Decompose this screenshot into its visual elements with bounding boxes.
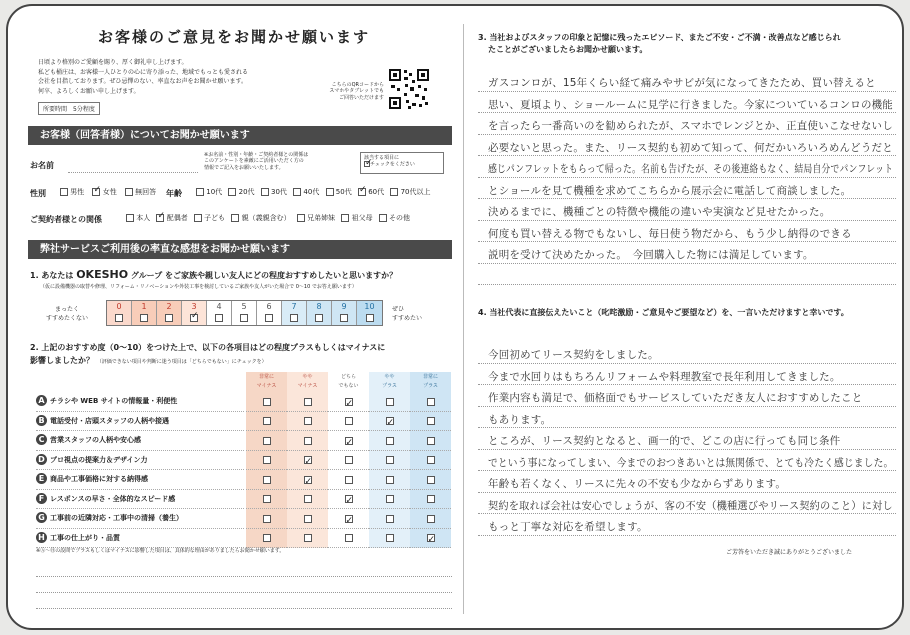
scale-number: 0: [116, 302, 122, 311]
checkbox[interactable]: [340, 314, 348, 322]
age-option-60s[interactable]: ✓ 60代: [358, 188, 384, 196]
q2-cell[interactable]: [369, 412, 410, 432]
checkbox[interactable]: [304, 495, 312, 503]
checkbox[interactable]: [427, 417, 435, 425]
handwritten-line: 説明を受けて決めたかった。 今回購入した物には満足しています。: [488, 249, 814, 261]
scale-number: 8: [316, 302, 322, 311]
checkbox[interactable]: [326, 188, 334, 196]
q2-cell[interactable]: [369, 392, 410, 412]
age-option-10s[interactable]: 10代: [196, 188, 222, 196]
q2-cell[interactable]: [328, 490, 369, 510]
q2-title: 2. 上記のおすすめ度（0～10）をつけた上で、以下の各項目はどの程度プラスもしくはマイナスに 影響しましたか？ （評価できない項目や判断に迷う項目は「どちらでもない」にチェックを）: [30, 343, 386, 365]
q2-cell[interactable]: [410, 529, 451, 549]
age-option-40s[interactable]: 40代: [293, 188, 319, 196]
handwritten-line: を言ったら一番高いのを勧められたが、スマホでレンジとか、正直使いこなせないし: [488, 120, 893, 132]
name-note: ※お名前・性別・年齢・ご契約者様との関係は このアンケートを素敵にご活用いただく方の 情報でご記入をお願いいたします。: [204, 152, 309, 171]
checkbox[interactable]: [156, 214, 164, 222]
q2-cell[interactable]: [287, 529, 328, 549]
q2-row-label: F レスポンスの早さ・全体的なスピード感: [36, 490, 244, 510]
letter-badge: F: [36, 493, 47, 504]
scale-number: 10: [364, 302, 375, 311]
handwritten-line: 今回初めてリース契約をしました。: [488, 349, 659, 361]
checkbox[interactable]: [304, 398, 312, 406]
q2-cell[interactable]: [369, 490, 410, 510]
relation-option-self[interactable]: 本人: [126, 214, 150, 222]
scale-option-4[interactable]: [207, 301, 232, 325]
scale-number: 1: [141, 302, 147, 311]
answer-line: [478, 492, 896, 493]
q3-title: 3. 当社およびスタッフの印象と記憶に残ったエピソード、またご不安・ご不満・改善点など感じられ たことがございましたらお聞かせ願います。: [478, 33, 841, 54]
q2-cell[interactable]: [287, 451, 328, 471]
relation-option-spouse[interactable]: ✓ 配偶者: [156, 214, 187, 222]
letter-badge: D: [36, 454, 47, 465]
q1-scale: [106, 300, 383, 326]
checkbox[interactable]: [427, 534, 435, 542]
page-title: お客様のご意見をお聞かせ願います: [98, 28, 371, 46]
answer-line: [478, 177, 896, 178]
checkbox[interactable]: [386, 534, 394, 542]
answer-line: [478, 241, 896, 242]
checkbox[interactable]: [263, 437, 271, 445]
q2-cell[interactable]: [369, 509, 410, 529]
q2-cell[interactable]: [410, 412, 451, 432]
checkbox[interactable]: [386, 495, 394, 503]
q2-row-label: C 営業スタッフの人柄や安心感: [36, 431, 244, 451]
scale-number: 6: [266, 302, 272, 311]
checkbox[interactable]: [297, 214, 305, 222]
q2-cell[interactable]: [287, 412, 328, 432]
scale-option-2[interactable]: [157, 301, 182, 325]
q2-cell[interactable]: [369, 451, 410, 471]
age-label: 年齢: [166, 189, 182, 198]
gender-option-female[interactable]: ✓ 女性: [92, 188, 116, 196]
checkbox[interactable]: [345, 495, 353, 503]
checkbox[interactable]: [231, 214, 239, 222]
scale-number: 9: [341, 302, 347, 311]
answer-line: [478, 363, 896, 364]
q2-cell[interactable]: [287, 431, 328, 451]
q2-cell[interactable]: [328, 412, 369, 432]
q2-cell[interactable]: [410, 470, 451, 490]
answer-line: [478, 91, 896, 92]
intro-text: 日頃より格別のご愛顧を賜り、厚く御礼申し上げます。 私ども桶庄は、お客様一人ひとりの心に寄り添った、地域でもっとも愛される 会社を目指しております。ぜひ忌憚のない、率直なお声をお聞かせ願います。 何卒、よろしくお願い申し上げます。: [38, 59, 249, 95]
name-label: お名前: [30, 161, 54, 170]
checkbox[interactable]: [386, 398, 394, 406]
checkbox[interactable]: [263, 534, 271, 542]
q2-cell[interactable]: [246, 392, 287, 412]
handwritten-line: もっと丁寧な対応を希望します。: [488, 521, 648, 533]
relation-option-other[interactable]: その他: [379, 214, 410, 222]
handwritten-line: 今まで水回りはもちろんリフォームや料理教室で長年利用してきました。: [488, 370, 841, 383]
q2-column-header: 非常に マイナス: [246, 372, 287, 392]
checkbox[interactable]: [345, 398, 353, 406]
checkbox[interactable]: [263, 476, 271, 484]
checkbox[interactable]: [304, 417, 312, 425]
q2-cell[interactable]: [246, 470, 287, 490]
scale-option-5[interactable]: [232, 301, 257, 325]
checkbox[interactable]: [304, 437, 312, 445]
checkbox[interactable]: [304, 476, 312, 484]
relation-options: [126, 213, 410, 223]
q1-title: 1. あなたは OKESHO グループ をご家族や親しい友人にどの程度おすすめしたいと思いますか？: [30, 268, 398, 281]
checkbox[interactable]: [427, 398, 435, 406]
scale-option-6[interactable]: [257, 301, 282, 325]
q2-cell[interactable]: [369, 529, 410, 549]
handwritten-line: ところが、リース契約となると、画一的で、どこの店に行っても同じ条件: [488, 435, 841, 447]
scale-option-9[interactable]: [332, 301, 357, 325]
handwritten-line: 感じパンフレットをもらって帰った。名前も告げたが、その後連絡もなく、結局自分でパンフレット: [488, 163, 894, 175]
q2-cell[interactable]: [246, 451, 287, 471]
checkbox[interactable]: [358, 188, 366, 196]
q2-row-c: [36, 431, 454, 451]
scale-number: 3: [191, 302, 197, 311]
age-options: [196, 187, 431, 197]
q1-note: （仮に設備機器の取替や修理、リフォーム・リノベーションや外装工事を検討しているご家族や友人がいた場合で 0～10 でお答え願います）: [40, 284, 357, 290]
checkbox[interactable]: [228, 188, 236, 196]
handwritten-line: 作業内容も満足で、価格面でもサービスしていただき友人におすすめしたこと: [488, 392, 863, 404]
q2-reason-lines[interactable]: [36, 576, 452, 622]
checkbox[interactable]: [240, 314, 248, 322]
relation-option-parent[interactable]: 親（義親含む）: [231, 214, 290, 222]
checkbox[interactable]: [379, 214, 387, 222]
consent-checkbox[interactable]: [364, 161, 370, 167]
letter-badge: A: [36, 395, 47, 406]
checkbox[interactable]: [386, 456, 394, 464]
checkbox[interactable]: [140, 314, 148, 322]
checkbox[interactable]: [293, 188, 301, 196]
scale-option-3[interactable]: [182, 301, 207, 325]
gender-option-male[interactable]: 男性: [60, 188, 84, 196]
q2-row-label: A チラシや WEB サイトの情報量・利便性: [36, 392, 244, 412]
q2-cell[interactable]: [246, 412, 287, 432]
relation-option-grandparent[interactable]: 祖父母: [341, 214, 372, 222]
age-option-20s[interactable]: 20代: [228, 188, 254, 196]
qr-code-icon[interactable]: [388, 68, 430, 110]
scale-number: 4: [216, 302, 222, 311]
q2-cell[interactable]: [410, 392, 451, 412]
checkbox[interactable]: [126, 214, 134, 222]
checkbox[interactable]: [427, 495, 435, 503]
q2-column-header: やや プラス: [369, 372, 410, 392]
q2-row-label: G 工事前の近隣対応・工事中の清掃（養生）: [36, 509, 244, 529]
q2-cell[interactable]: [410, 509, 451, 529]
handwritten-line: 年齢も若くなく、リースに先々の不安も少なからずあります。: [488, 478, 787, 490]
handwritten-line: でという事になってしまい、今までのおつきあいとは無関係で、とても冷たく感じました。: [488, 456, 894, 469]
q2-cell[interactable]: [287, 470, 328, 490]
letter-badge: C: [36, 434, 47, 445]
q2-row-f: [36, 490, 454, 510]
q2-cell[interactable]: [287, 490, 328, 510]
answer-line: [478, 198, 896, 199]
answer-line: [478, 155, 896, 156]
checkbox[interactable]: [345, 437, 353, 445]
age-option-50s[interactable]: 50代: [326, 188, 352, 196]
scale-option-8[interactable]: [307, 301, 332, 325]
letter-badge: B: [36, 415, 47, 426]
checkbox[interactable]: [290, 314, 298, 322]
handwritten-line: ガスコンロが、15年くらい経て痛みやサビが気になってきたため、買い替えると: [488, 77, 876, 89]
checkbox[interactable]: [345, 456, 353, 464]
q2-cell[interactable]: [410, 490, 451, 510]
answer-line: [478, 470, 896, 471]
q2-cell[interactable]: [410, 451, 451, 471]
scale-option-7[interactable]: [282, 301, 307, 325]
checkbox[interactable]: [263, 398, 271, 406]
handwritten-line: 決めるまでに、機種ごとの特徴や機能の違いや実演など見せたかった。: [488, 206, 831, 218]
thanks-text: ご芳答をいただき誠にありがとうございました: [726, 549, 853, 556]
q2-row-label: D プロ視点の提案力＆デザイン力: [36, 451, 244, 471]
checkbox[interactable]: [386, 515, 394, 523]
q2-cell[interactable]: [328, 451, 369, 471]
checkbox[interactable]: [196, 188, 204, 196]
q1-left-label: まったく すすめたくない: [45, 306, 89, 322]
checkbox[interactable]: [390, 188, 398, 196]
q2-grid-header: [36, 372, 454, 392]
checkbox[interactable]: [263, 456, 271, 464]
column-divider: [463, 24, 464, 614]
q2-cell[interactable]: [369, 470, 410, 490]
q2-cell[interactable]: [410, 431, 451, 451]
q2-cell[interactable]: [246, 509, 287, 529]
checkbox[interactable]: [261, 188, 269, 196]
q2-cell[interactable]: [287, 392, 328, 412]
section-impression-header: 弊社サービスご利用後の率直な感想をお聞かせ願います: [28, 240, 452, 259]
scale-number: 7: [291, 302, 297, 311]
q2-row-label: H 工事の仕上がり・品質: [36, 529, 244, 549]
checkbox[interactable]: [165, 314, 173, 322]
answer-line: [478, 449, 896, 450]
answer-line: [478, 427, 896, 428]
checkbox[interactable]: [215, 314, 223, 322]
answer-line: [478, 406, 896, 407]
checkbox[interactable]: [427, 456, 435, 464]
scale-option-1[interactable]: [132, 301, 157, 325]
checkbox[interactable]: [125, 188, 133, 196]
checkbox[interactable]: [265, 314, 273, 322]
checkbox[interactable]: [427, 476, 435, 484]
q1-right-label: ぜひ すすめたい: [392, 306, 423, 322]
answer-line: [478, 513, 896, 514]
relation-option-child[interactable]: 子ども: [194, 214, 225, 222]
q2-cell[interactable]: [328, 509, 369, 529]
q2-row-g: [36, 509, 454, 529]
gender-label: 性別: [30, 189, 46, 198]
checkbox[interactable]: [427, 437, 435, 445]
checkbox[interactable]: [345, 417, 353, 425]
letter-badge: H: [36, 532, 47, 543]
q2-cell[interactable]: [246, 529, 287, 549]
consent-box[interactable]: 該当する項目に ✓チェックをください: [360, 152, 444, 174]
q2-cell[interactable]: [246, 490, 287, 510]
letter-badge: E: [36, 473, 47, 484]
qr-caption: こちらのQRコードから スマホやタブレットでも ご回答いただけます: [329, 82, 384, 101]
q2-row-h: [36, 529, 454, 549]
q2-cell[interactable]: [328, 392, 369, 412]
q2-column-header: 非常に プラス: [410, 372, 451, 392]
survey-sheet: [6, 4, 904, 630]
answer-line: [478, 284, 896, 285]
checkbox[interactable]: [345, 515, 353, 523]
checkbox[interactable]: [386, 417, 394, 425]
q2-row-label: B 電話受付・店頭スタッフの人柄や接遇: [36, 412, 244, 432]
q2-column-header: やや マイナス: [287, 372, 328, 392]
checkbox[interactable]: [366, 314, 374, 322]
q2-rating-grid: [36, 372, 454, 548]
answer-line: [478, 384, 896, 385]
answer-line: [478, 220, 896, 221]
handwritten-line: もあります。: [488, 413, 552, 426]
q2-row-label: E 商品や工事価格に対する納得感: [36, 470, 244, 490]
answer-line: [478, 112, 896, 113]
letter-badge: G: [36, 512, 47, 523]
age-option-30s[interactable]: 30代: [261, 188, 287, 196]
checkbox[interactable]: [386, 476, 394, 484]
checkbox[interactable]: [341, 214, 349, 222]
checkbox[interactable]: [304, 534, 312, 542]
relation-label: ご契約者様との関係: [30, 215, 102, 224]
checkbox[interactable]: [115, 314, 123, 322]
handwritten-line: 必要ないと思った。また、リース契約も初めて知って、何だかいろいろめんどうだと: [488, 141, 893, 154]
q2-row-b: [36, 412, 454, 432]
section-customer-info-header: お客様（回答者様）についてお聞かせ願います: [28, 126, 452, 145]
q2-row-a: [36, 392, 454, 412]
gender-options: [60, 187, 156, 197]
checkbox[interactable]: [386, 437, 394, 445]
q2-row-e: [36, 470, 454, 490]
q2-cell[interactable]: [328, 529, 369, 549]
answer-line: [478, 535, 896, 536]
q2-row-d: [36, 451, 454, 471]
relation-option-sibling[interactable]: 兄弟姉妹: [297, 214, 335, 222]
checkbox[interactable]: [345, 476, 353, 484]
checkbox[interactable]: [194, 214, 202, 222]
bottom-note: ※Ⓐ～Ⓗの設問でプラスもしくはマイナスに影響した項目は、具体的な理由がありましたらお聞かせ願います。: [36, 548, 285, 554]
q2-cell[interactable]: [287, 509, 328, 529]
q2-cell[interactable]: [328, 470, 369, 490]
q4-title: 4. 当社代表に直接伝えたいこと（叱咤激励・ご意見やご要望など）を、一言いただけますと幸いです。: [478, 308, 849, 317]
scale-number: 5: [241, 302, 247, 311]
q2-cell[interactable]: [246, 431, 287, 451]
q2-cell[interactable]: [369, 431, 410, 451]
name-field[interactable]: [68, 172, 198, 173]
checkbox[interactable]: [190, 314, 198, 322]
handwritten-line: 契約を取れば会社は安心でしょうが、客の不安（機種選びやリース契約のこと）に対し: [488, 499, 893, 512]
checkbox[interactable]: [263, 417, 271, 425]
age-option-70s[interactable]: 70代以上: [390, 188, 430, 196]
scale-option-0[interactable]: [107, 301, 132, 325]
q2-cell[interactable]: [328, 431, 369, 451]
checkbox[interactable]: [427, 515, 435, 523]
checkbox[interactable]: [304, 515, 312, 523]
scale-option-10[interactable]: [357, 301, 382, 325]
scale-number: 2: [166, 302, 172, 311]
gender-option-none[interactable]: 無回答: [125, 188, 156, 196]
checkbox[interactable]: [60, 188, 68, 196]
checkbox[interactable]: [345, 534, 353, 542]
checkbox[interactable]: [263, 515, 271, 523]
checkbox[interactable]: [263, 495, 271, 503]
time-label: 所要時間 5分程度: [38, 102, 100, 115]
handwritten-line: 思い、夏頃より、ショールームに見学に行きました。今家についているコンロの機能: [488, 98, 893, 111]
answer-line: [478, 263, 896, 264]
handwritten-line: とショールを見て機種を求めてこちらから展示会に電話して商談しました。: [488, 184, 852, 197]
checkbox[interactable]: [315, 314, 323, 322]
q2-column-header: どちら でもない: [328, 372, 369, 392]
checkbox[interactable]: [304, 456, 312, 464]
answer-line: [478, 134, 896, 135]
handwritten-line: 何度も買い替える物でもないし、毎日使う物だから、もう少し納得のできる: [488, 227, 852, 240]
checkbox[interactable]: [92, 188, 100, 196]
